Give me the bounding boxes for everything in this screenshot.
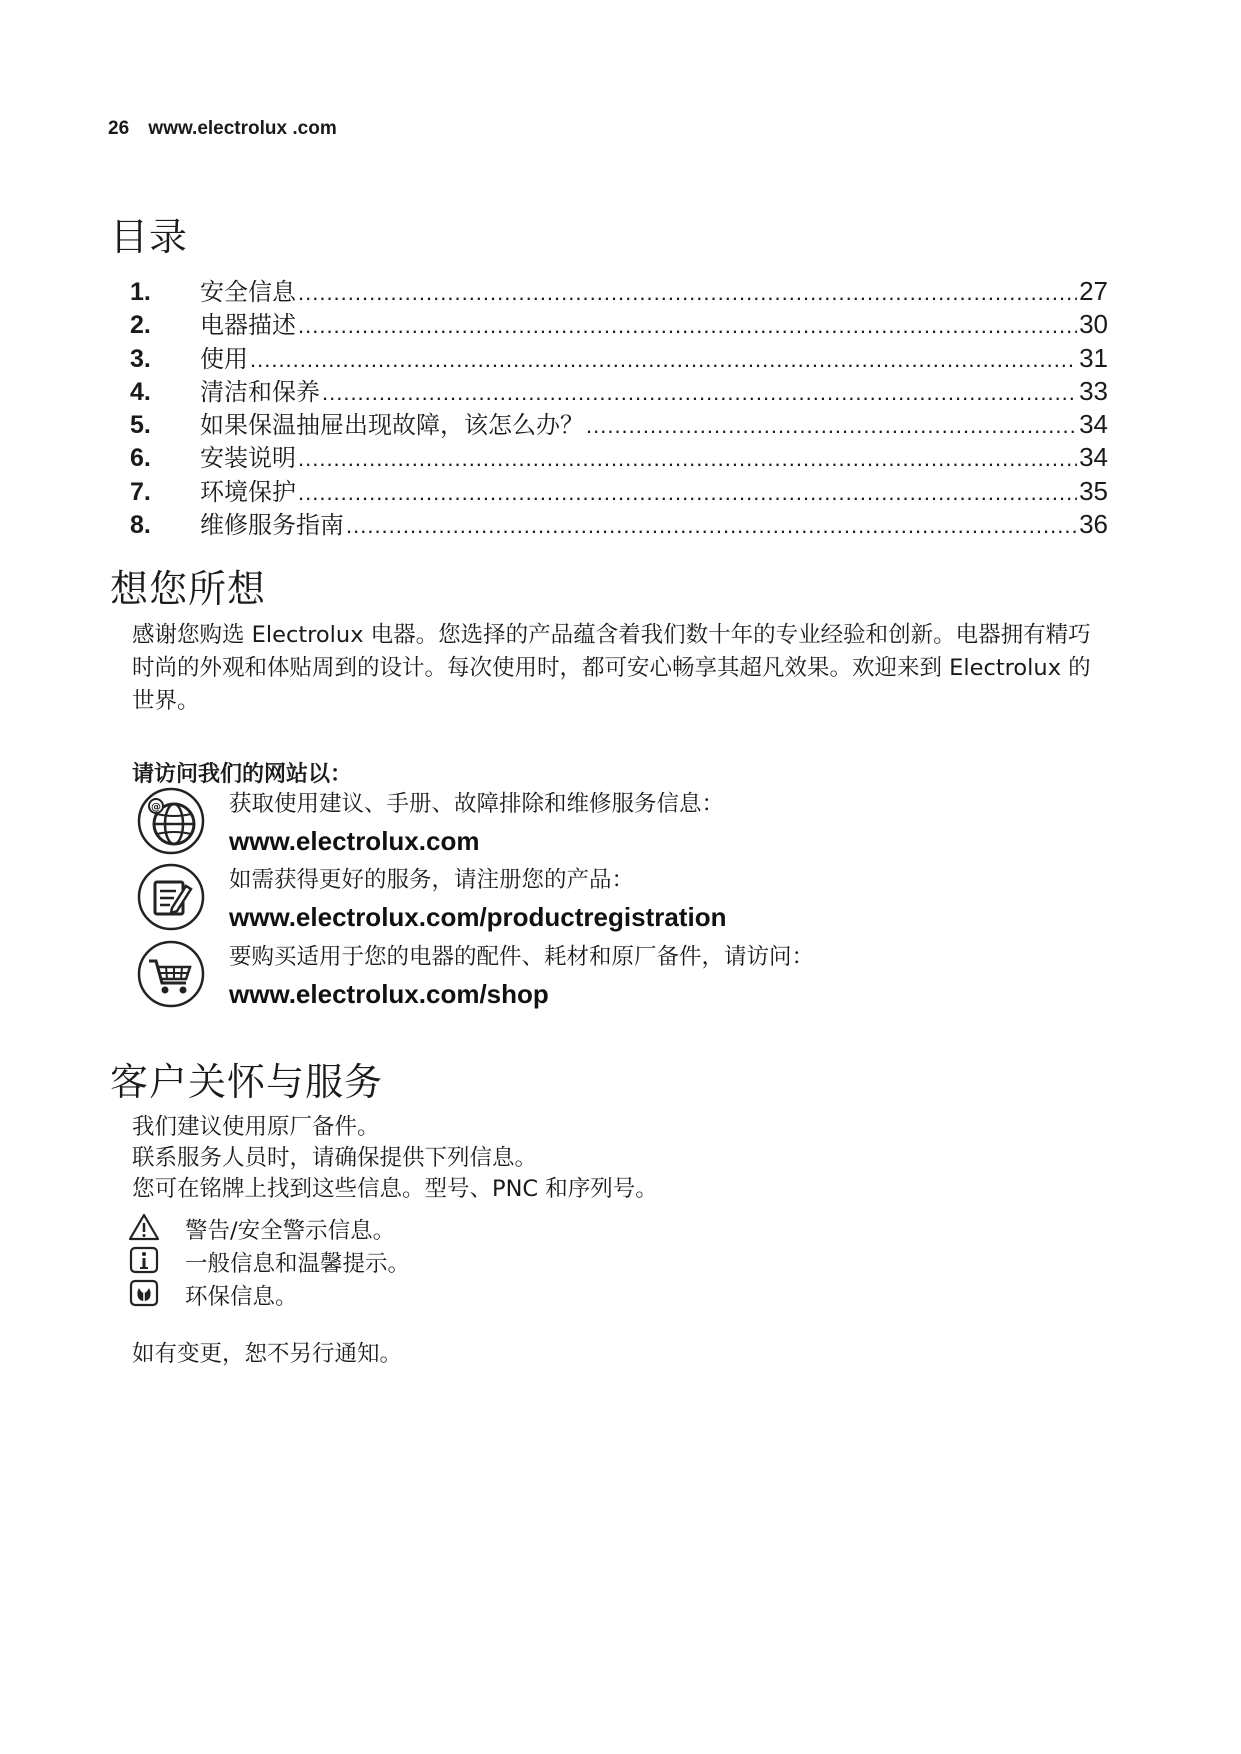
globe-icon: [136, 786, 206, 856]
toc-item-title: 如果保温抽屉出现故障，该怎么办？: [200, 411, 584, 440]
website-item-desc: 获取使用建议、手册、故障排除和维修服务信息：: [229, 791, 725, 817]
toc-item[interactable]: [130, 372, 1108, 405]
toc-item[interactable]: [130, 438, 1108, 471]
toc-item-title: 安装说明: [200, 444, 296, 473]
toc-item-page: 34: [1079, 409, 1108, 440]
website-url-link[interactable]: www.electrolux.com: [229, 826, 480, 856]
website-item-desc: 如需获得更好的服务，请注册您的产品：: [229, 867, 635, 893]
warning-icon: [128, 1213, 160, 1241]
toc-item-title: 维修服务指南: [200, 511, 344, 540]
website-item: [136, 862, 1036, 936]
toc-leader-dots: [298, 280, 1077, 306]
toc-item[interactable]: [130, 339, 1108, 372]
toc-item-title: 环境保护: [200, 477, 296, 506]
toc-item-number: 8.: [130, 511, 151, 540]
toc-leader-dots: [586, 413, 1077, 439]
page-number: 26: [108, 118, 130, 139]
info-icon: [128, 1246, 160, 1274]
toc-item-number: 6.: [130, 444, 151, 473]
care-line: 我们建议使用原厂备件。: [132, 1114, 380, 1140]
intro-title: 想您所想: [110, 567, 267, 611]
toc-item-number: 3.: [130, 344, 151, 373]
toc-item[interactable]: [130, 405, 1108, 438]
toc-item-number: 5.: [130, 411, 151, 440]
toc-item[interactable]: [130, 505, 1108, 538]
toc-item-title: 清洁和保养: [200, 377, 320, 406]
page-header: [108, 118, 337, 140]
change-notice: 如有变更，恕不另行通知。: [132, 1341, 403, 1367]
care-line: 您可在铭牌上找到这些信息。型号、PNC 和序列号。: [132, 1176, 658, 1202]
website-url-link[interactable]: www.electrolux.com/shop: [229, 979, 549, 1009]
toc-item-title: 使用: [200, 344, 248, 373]
toc-item-title: 电器描述: [200, 311, 296, 340]
toc-item-number: 2.: [130, 311, 151, 340]
toc-title: 目录: [110, 215, 189, 259]
toc-item[interactable]: [130, 305, 1108, 338]
care-title: 客户关怀与服务: [110, 1060, 384, 1104]
legend-text: 警告/安全警示信息。: [185, 1218, 396, 1244]
legend-text: 一般信息和温馨提示。: [185, 1251, 411, 1277]
toc-item-number: 1.: [130, 278, 151, 306]
care-line: 联系服务人员时，请确保提供下列信息。: [132, 1145, 538, 1171]
intro-text: 感谢您购选 Electrolux 电器。您选择的产品蕴含着我们数十年的专业经验和创新。电器拥有精巧时尚的外观和体贴周到的设计。每次使用时，都可安心畅享其超凡效果。欢迎来到 Electrolux 的世界。: [132, 622, 1091, 714]
toc-leader-dots: [322, 380, 1077, 406]
legend-text: 环保信息。: [185, 1284, 298, 1310]
toc-item-page: 36: [1079, 509, 1108, 540]
header-site: www.electrolux .com: [148, 118, 337, 139]
website-item-desc: 要购买适用于您的电器的配件、耗材和原厂备件，请访问：: [229, 944, 815, 970]
website-item: [136, 939, 1036, 1013]
toc-leader-dots: [250, 347, 1077, 373]
register-icon: [136, 862, 206, 932]
website-url-link[interactable]: www.electrolux.com/productregistration: [229, 902, 727, 932]
toc-item[interactable]: [130, 272, 1108, 305]
toc-item-number: 7.: [130, 477, 151, 506]
toc-item-page: 33: [1079, 375, 1108, 406]
website-item: [136, 786, 1036, 860]
website-heading: 请访问我们的网站以：: [132, 762, 353, 787]
toc-item-page: 35: [1079, 475, 1108, 506]
toc-item-page: 30: [1079, 309, 1108, 340]
cart-icon: [136, 939, 206, 1009]
toc-leader-dots: [346, 513, 1077, 539]
toc-item-number: 4.: [130, 377, 151, 406]
toc-item-page: 34: [1079, 442, 1108, 473]
toc-leader-dots: [298, 446, 1077, 472]
toc-leader-dots: [298, 480, 1077, 506]
care-text: [132, 1112, 658, 1205]
toc-item-page: 31: [1079, 342, 1108, 373]
toc-item-page: 27: [1079, 276, 1108, 306]
table-of-contents: [130, 272, 1108, 538]
eco-icon: [128, 1279, 160, 1307]
toc-item[interactable]: [130, 472, 1108, 505]
toc-item-title: 安全信息: [200, 278, 296, 306]
svg-text:@: @: [151, 802, 161, 813]
toc-leader-dots: [298, 313, 1077, 339]
